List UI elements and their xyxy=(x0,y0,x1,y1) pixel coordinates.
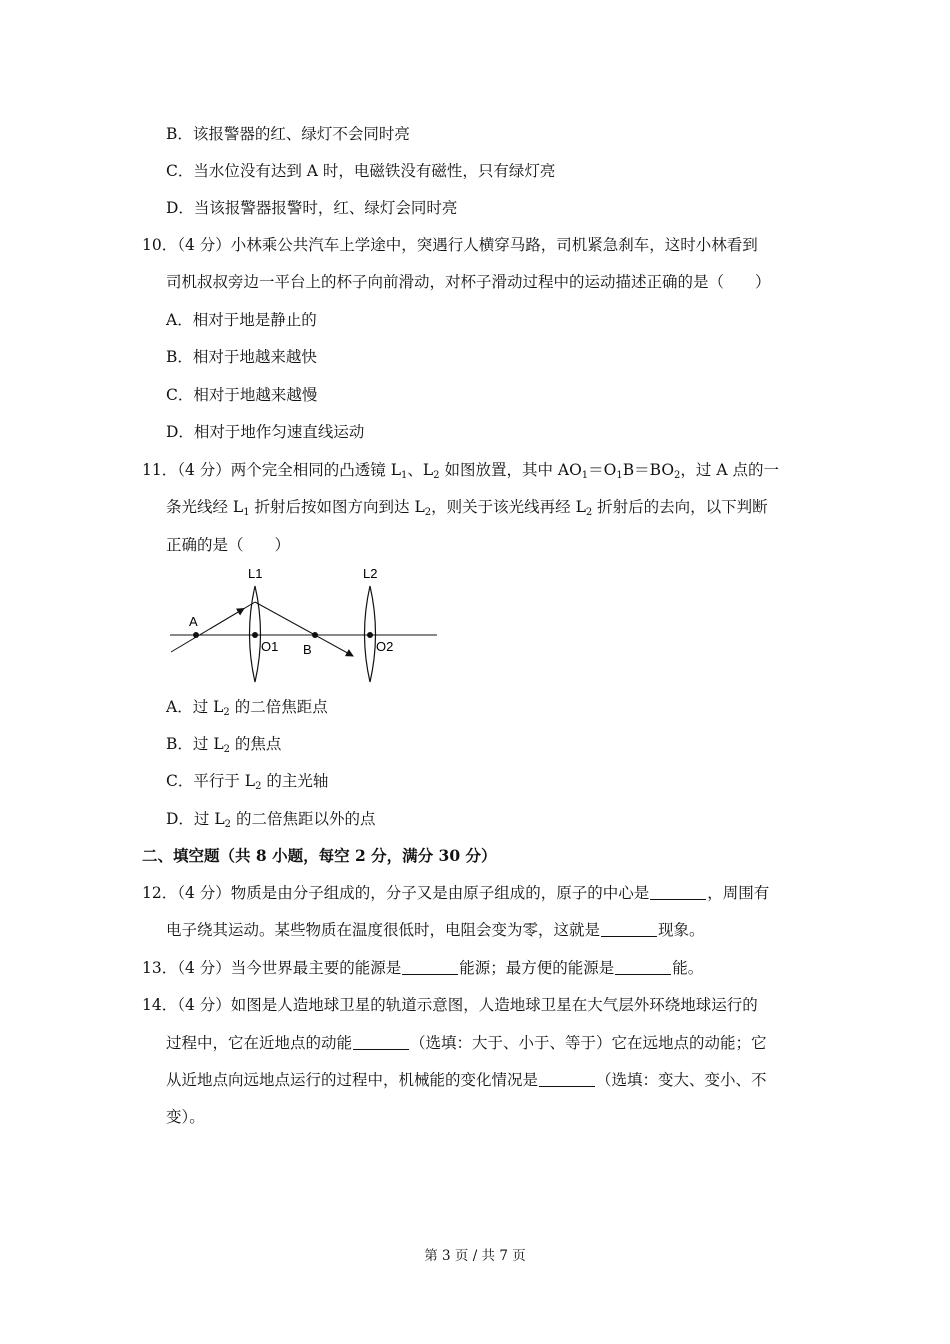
q10-option-c: C．相对于地越来越慢 xyxy=(166,386,318,404)
q14-blank-2[interactable] xyxy=(539,1072,595,1087)
q11-option-b: B．过 $L_2$ 的焦点 xyxy=(166,735,282,755)
label-o1: O1 xyxy=(261,639,279,654)
lens-diagram xyxy=(165,562,445,688)
point-a xyxy=(193,632,199,638)
q12-stem-line2: 电子绕其运动。某些物质在温度很低时，电阻会变为零，这就是 现象。 xyxy=(166,921,705,939)
q10-option-d: D．相对于地作匀速直线运动 xyxy=(166,423,365,441)
q11-stem-line2: 条光线经 $L_1$ 折射后按如图方向到达 $L_2$，则关于该光线再经 $L_2$ 折射后的去向，以下判断 xyxy=(166,498,768,518)
label-a: A xyxy=(189,614,198,629)
q11-stem-line3: 正确的是（ ） xyxy=(166,536,291,554)
q13-blank-2[interactable] xyxy=(615,960,671,975)
q14-stem-line1: 14．（4 分）如图是人造地球卫星的轨道示意图，人造地球卫星在大气层外环绕地球运行的 xyxy=(142,996,758,1014)
q9-option-c: C．当水位没有达到 A 时，电磁铁没有磁性，只有绿灯亮 xyxy=(166,162,556,180)
q12-blank-2[interactable] xyxy=(601,922,657,937)
q10-stem-line1: 10．（4 分）小林乘公共汽车上学途中，突遇行人横穿马路，司机紧急刹车，这时小林看到 xyxy=(142,236,758,254)
q14-stem-line2: 过程中，它在近地点的动能 （选填：大于、小于、等于）它在远地点的动能；它 xyxy=(166,1034,767,1052)
q11-stem-line1: 11．（4 分）两个完全相同的凸透镜 $L_1$、$L_2$ 如图放置，其中 $AO_1=O_1B=BO_2$，过 A 点的一 xyxy=(142,461,779,481)
q10-stem-line2: 司机叔叔旁边一平台上的杯子向前滑动，对杯子滑动过程中的运动描述正确的是（ ） xyxy=(166,273,771,291)
q12-blank-1[interactable] xyxy=(650,885,706,900)
q13-stem: 13．（4 分）当今世界最主要的能源是 能源；最方便的能源是 能。 xyxy=(142,959,704,977)
q14-blank-1[interactable] xyxy=(353,1035,409,1050)
q10-option-b: B．相对于地越来越快 xyxy=(166,348,317,366)
q11-option-d: D．过 $L_2$ 的二倍焦距以外的点 xyxy=(166,810,376,830)
point-b xyxy=(312,632,318,638)
q10-option-a: A．相对于地是静止的 xyxy=(166,311,317,329)
q9-option-b: B．该报警器的红、绿灯不会同时亮 xyxy=(166,125,410,143)
q14-stem-line4: 变）。 xyxy=(166,1108,205,1126)
q12-stem-line1: 12．（4 分）物质是由分子组成的，分子又是由原子组成的，原子的中心是 ，周围有 xyxy=(142,884,770,902)
point-o2 xyxy=(367,632,373,638)
label-o2: O2 xyxy=(376,639,394,654)
label-l1: L1 xyxy=(248,566,263,581)
label-l2: L2 xyxy=(363,566,378,581)
q13-blank-1[interactable] xyxy=(402,960,458,975)
q14-stem-line3: 从近地点向远地点运行的过程中，机械能的变化情况是 （选填：变大、变小、不 xyxy=(166,1071,767,1089)
refracted-ray xyxy=(255,602,315,635)
refracted-ray-arrow xyxy=(315,635,353,656)
point-o1 xyxy=(252,632,258,638)
q9-option-d: D．当该报警器报警时，红、绿灯会同时亮 xyxy=(166,199,458,217)
q11-option-a: A．过 $L_2$ 的二倍焦距点 xyxy=(166,698,328,718)
page-footer: 第 3 页 / 共 7 页 xyxy=(424,1248,526,1264)
q11-option-c: C．平行于 $L_2$ 的主光轴 xyxy=(166,772,329,792)
incident-ray-arrow xyxy=(210,609,244,629)
section-heading: 二、填空题（共 8 小题，每空 2 分，满分 30 分） xyxy=(142,846,497,865)
label-b: B xyxy=(303,642,312,657)
